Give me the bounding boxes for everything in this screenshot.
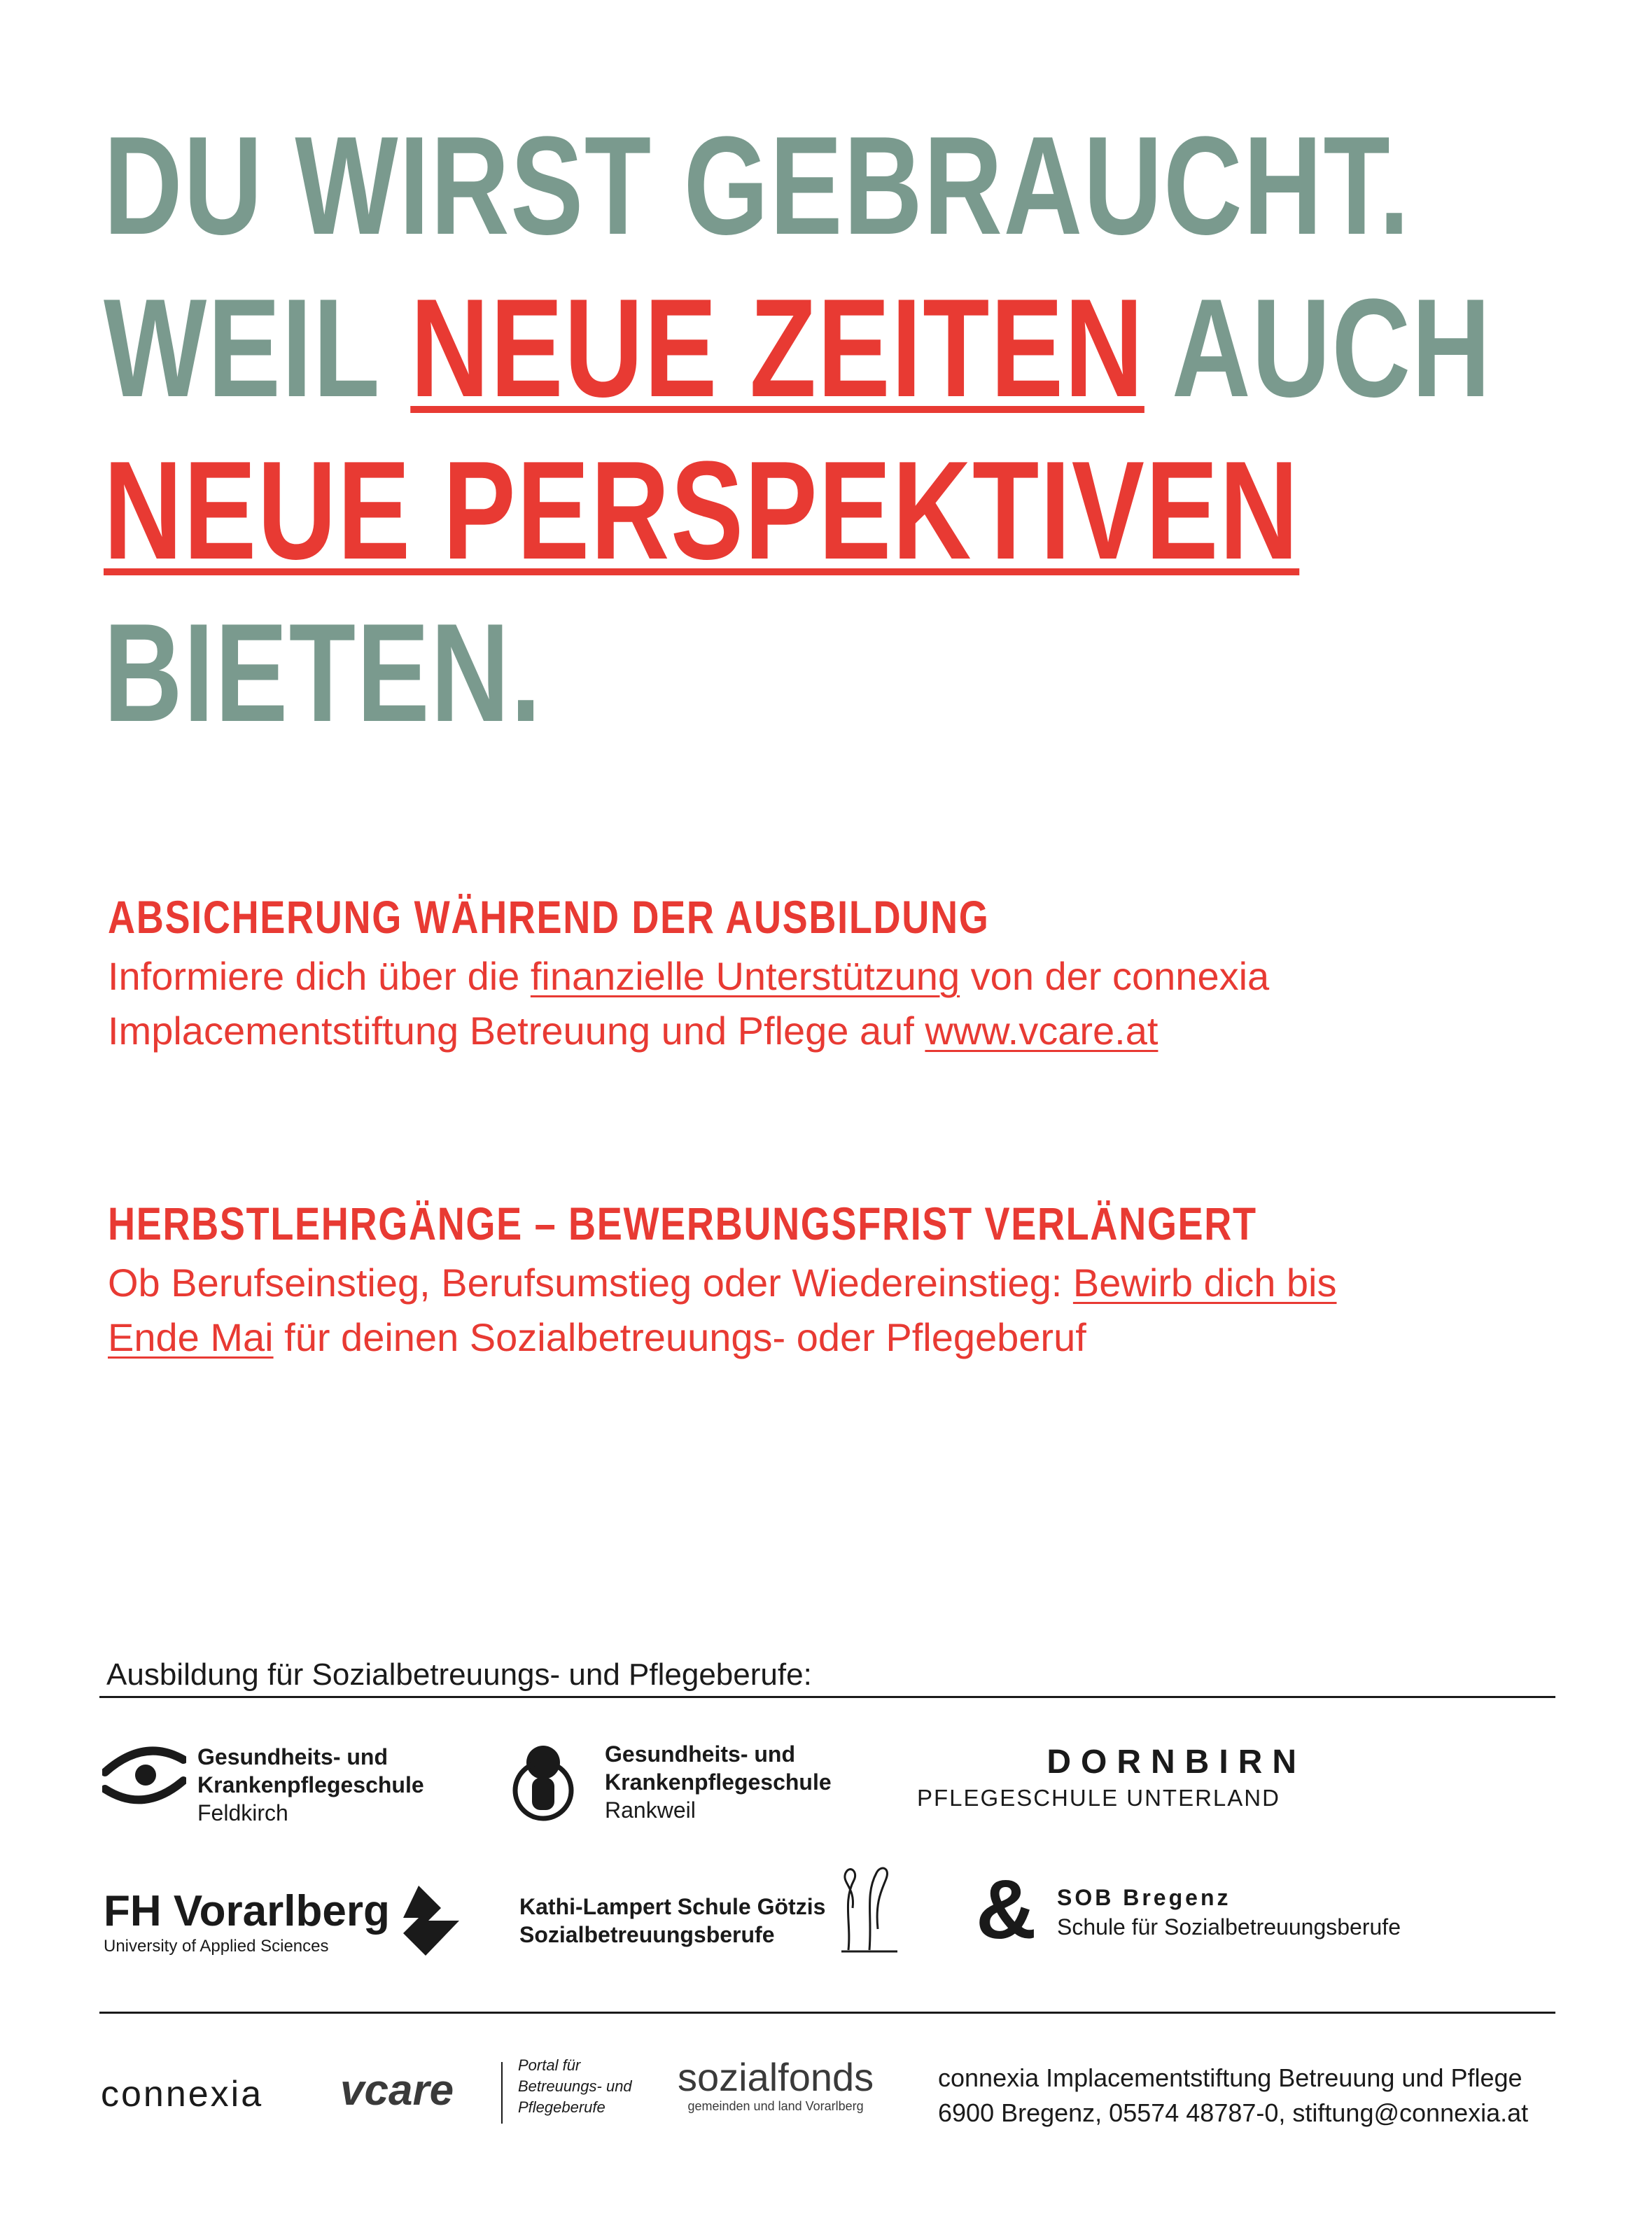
logo-dornbirn xyxy=(914,1743,1306,1814)
feldkirch-line-1: Gesundheits- und xyxy=(197,1744,388,1769)
ampersand-icon: & xyxy=(976,1863,1037,1956)
headline-line-1: DU WIRST GEBRAUCHT. xyxy=(104,108,1410,264)
kathi-line-1: Kathi-Lampert Schule Götzis xyxy=(519,1894,826,1919)
section1-text-a: Informiere dich über die xyxy=(108,954,531,998)
headline-line-2-end: AUCH xyxy=(1144,270,1492,426)
dornbirn-wordmark: DORNBIRN xyxy=(1046,1744,1306,1781)
sozialfonds-logo xyxy=(678,2056,874,2114)
section-text-absicherung xyxy=(108,949,1403,1058)
headline-highlight-neue-perspektiven: NEUE PERSPEKTIVEN xyxy=(104,433,1300,589)
rankweil-line-2: Krankenpflegeschule xyxy=(605,1769,832,1795)
section1-text-b: von der connexia Implacementstiftung Betreuung und Pflege auf xyxy=(108,954,1270,1053)
sob-line-2: Schule für Sozialbetreuungsberufe xyxy=(1057,1914,1401,1940)
footer-contact-line-2: 6900 Bregenz, 05574 48787-0, stiftung@connexia.at xyxy=(938,2098,1529,2127)
vcare-wordmark: vcare xyxy=(340,2066,454,2115)
feldkirch-line-3: Feldkirch xyxy=(197,1800,288,1825)
sozialfonds-subline: gemeinden und land Vorarlberg xyxy=(687,2099,864,2113)
section-title-herbstlehrgaenge: HERBSTLEHRGÄNGE – BEWERBUNGSFRIST VERLÄNGERT xyxy=(108,1198,1257,1249)
headline-line-2 xyxy=(104,267,1492,430)
rankweil-line-1: Gesundheits- und xyxy=(605,1741,795,1767)
fh-wordmark: FH Vorarlberg xyxy=(104,1887,390,1935)
section-text-herbstlehrgaenge xyxy=(108,1256,1403,1365)
feldkirch-line-2: Krankenpflegeschule xyxy=(197,1772,424,1797)
vcare-sub-1: Portal für xyxy=(518,2056,581,2074)
headline-line-3 xyxy=(104,430,1300,592)
headline-highlight-neue-zeiten: NEUE ZEITEN xyxy=(410,270,1144,426)
connexia-logo: connexia xyxy=(101,2074,264,2115)
section2-text-b: für deinen Sozialbetreuungs- oder Pflegeberuf xyxy=(273,1315,1086,1359)
logo-kathi-lampert xyxy=(519,1893,825,1949)
headline xyxy=(104,105,1492,755)
kathi-line-2: Sozialbetreuungsberufe xyxy=(519,1922,775,1947)
vcare-logo xyxy=(340,2066,454,2115)
rankweil-line-3: Rankweil xyxy=(605,1797,696,1823)
logo-fh-vorarlberg xyxy=(104,1887,390,1957)
vcare-sub-2: Betreuungs- und xyxy=(518,2077,632,2095)
headline-line-2-start: WEIL xyxy=(104,270,411,426)
fh-subline: University of Applied Sciences xyxy=(104,1937,329,1956)
vcare-divider xyxy=(501,2062,503,2124)
footer-contact-line-1: connexia Implacementstiftung Betreuung und Pflege xyxy=(938,2063,1522,2092)
partners-label: Ausbildung für Sozialbetreuungs- und Pflegeberufe: xyxy=(106,1657,812,1692)
divider-top xyxy=(99,1696,1555,1698)
section2-text-a: Ob Berufseinstieg, Berufsumstieg oder Wiedereinstieg: xyxy=(108,1261,1073,1305)
footer-contact xyxy=(938,2061,1528,2131)
sob-line-1: SOB Bregenz xyxy=(1057,1885,1231,1910)
sketch-figures-icon xyxy=(834,1859,904,1957)
link-vcare-website[interactable]: www.vcare.at xyxy=(925,1009,1158,1053)
sozialfonds-wordmark: sozialfonds xyxy=(678,2055,874,2099)
vcare-sub-3: Pflegeberufe xyxy=(518,2098,606,2116)
eye-logo-icon xyxy=(102,1744,186,1806)
link-bewirb-dich[interactable]: Bewirb dich bis Ende Mai xyxy=(108,1261,1337,1359)
divider-bottom xyxy=(99,2012,1555,2014)
link-finanzielle-unterstuetzung[interactable]: finanzielle Unterstützung xyxy=(530,954,960,998)
fh-emblem-icon xyxy=(398,1883,465,1958)
vcare-subline xyxy=(518,2055,632,2118)
section-title-absicherung: ABSICHERUNG WÄHREND DER AUSBILDUNG xyxy=(108,891,990,943)
figure-logo-icon xyxy=(511,1741,575,1825)
headline-line-4: BIETEN. xyxy=(104,595,542,751)
dornbirn-subline: PFLEGESCHULE UNTERLAND xyxy=(917,1785,1280,1811)
